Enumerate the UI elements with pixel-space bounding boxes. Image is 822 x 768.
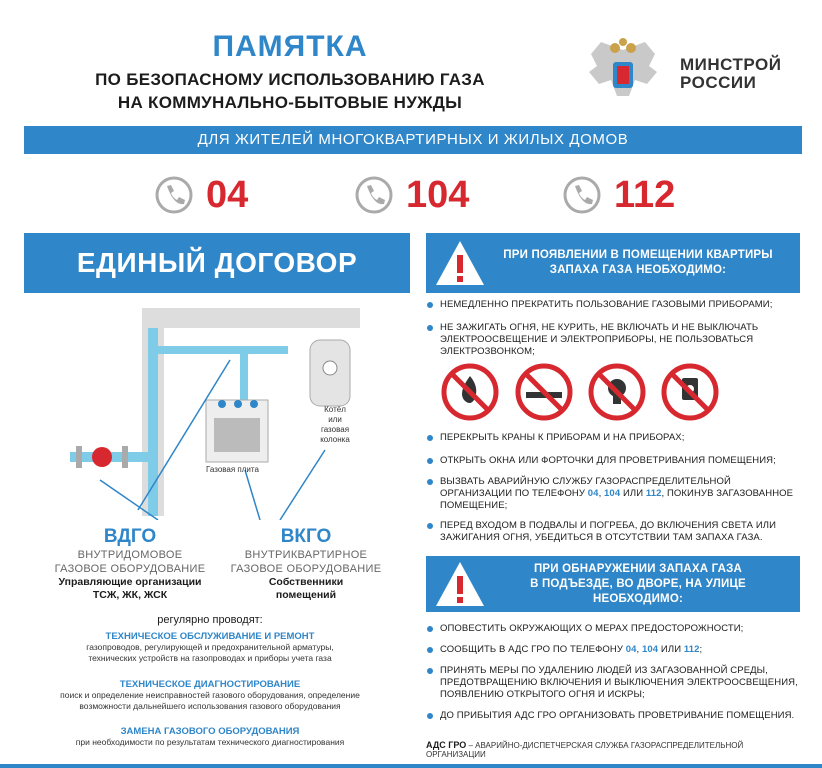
list-item-text: , ПОКИНУВ ЗАГАЗОВАННОЕ ПОМЕЩЕНИЕ; xyxy=(440,488,794,511)
procedure-text-1: при необходимости по результатам технического диагностирования xyxy=(75,737,345,747)
street-heading-3: НЕОБХОДИМО: xyxy=(592,592,684,605)
single-contract-heading: ЕДИНЫЙ ДОГОВОР xyxy=(24,233,410,293)
vdgo-abbr: ВДГО xyxy=(103,526,157,547)
gas-stove-label: Газовая плита xyxy=(206,465,259,474)
phone-icon xyxy=(154,175,194,215)
phone-ref: 104 xyxy=(604,488,621,499)
vkgo-abbr: ВКГО xyxy=(280,526,332,547)
vdgo-line-1: ВНУТРИДОМОВОЕ xyxy=(77,549,183,561)
footnote-abbr: АДС ГРО xyxy=(426,740,467,750)
procedure-text-2: возможности дальнейшего использования газового оборудования xyxy=(79,701,341,711)
procedure-replacement xyxy=(24,726,396,748)
footnote-text: АВАРИЙНО-ДИСПЕТЧЕРСКАЯ СЛУЖБА ГАЗОРАСПРЕДЕЛИТЕЛЬНОЙ ОРГАНИЗАЦИИ xyxy=(426,741,744,759)
list-item-text: ПЕРЕКРЫТЬ КРАНЫ К ПРИБОРАМ И НА ПРИБОРАХ; xyxy=(440,432,685,443)
abbreviation-footnote xyxy=(426,740,802,759)
phone-number: 112 xyxy=(614,174,676,216)
footnote-dash: – xyxy=(466,741,476,750)
no-smoking-icon xyxy=(514,362,574,422)
list-item xyxy=(426,520,802,544)
list-item-text: НЕМЕДЛЕННО ПРЕКРАТИТЬ ПОЛЬЗОВАНИЕ ГАЗОВЫМИ ПРИБОРАМИ; xyxy=(440,299,773,310)
vkgo-owner-1: Собственники xyxy=(268,576,344,588)
regularly-label: регулярно проводят: xyxy=(157,614,263,626)
phone-icon xyxy=(562,175,602,215)
subtitle-line-1: ПО БЕЗОПАСНОМУ ИСПОЛЬЗОВАНИЮ ГАЗА xyxy=(95,70,485,89)
boiler-label-3: газовая xyxy=(320,425,350,434)
procedure-text-1: газопроводов, регулирующей и предохранительной арматуры, xyxy=(86,642,334,652)
list-item xyxy=(426,476,802,512)
vkgo-line-2: ГАЗОВОЕ ОБОРУДОВАНИЕ xyxy=(230,563,382,575)
list-item-text: ОТКРЫТЬ ОКНА ИЛИ ФОРТОЧКИ ДЛЯ ПРОВЕТРИВАНИЯ ПОМЕЩЕНИЯ; xyxy=(440,455,776,466)
list-item xyxy=(426,710,802,722)
street-heading-2: В ПОДЪЕЗДЕ, ВО ДВОРЕ, НА УЛИЦЕ xyxy=(530,577,746,590)
residents-banner: ДЛЯ ЖИТЕЛЕЙ МНОГОКВАРТИРНЫХ И ЖИЛЫХ ДОМОВ xyxy=(24,126,802,154)
boiler-label-1: Котёл xyxy=(324,405,346,414)
street-alert-heading xyxy=(426,556,800,612)
warning-icon xyxy=(434,560,486,608)
boiler-label-2: или xyxy=(328,415,342,424)
list-item xyxy=(426,455,802,467)
vdgo-owner-1: Управляющие организации xyxy=(58,576,202,588)
ministry-name-line-1: МИНСТРОЙ xyxy=(680,55,782,74)
vdgo-line-2: ГАЗОВОЕ ОБОРУДОВАНИЕ xyxy=(54,563,206,575)
phone-ref: 04 xyxy=(625,644,637,655)
boiler-label xyxy=(310,405,360,445)
list-item-text: НЕ ЗАЖИГАТЬ ОГНЯ, НЕ КУРИТЬ, НЕ ВКЛЮЧАТЬ И НЕ ВЫКЛЮЧАТЬ ЭЛЕКТРООСВЕЩЕНИЕ И ЭЛЕКТРОПРИБОРЫ, НЕ ПОЛЬЗОВАТЬСЯ ЭЛЕКТРОЗВОНКОМ; xyxy=(440,322,759,357)
procedure-title: ЗАМЕНА ГАЗОВОГО ОБОРУДОВАНИЯ xyxy=(120,726,300,737)
apartment-alert-heading xyxy=(426,233,800,293)
procedure-title: ТЕХНИЧЕСКОЕ ОБСЛУЖИВАНИЕ И РЕМОНТ xyxy=(105,631,315,642)
street-heading-1: ПРИ ОБНАРУЖЕНИИ ЗАПАХА ГАЗА xyxy=(533,562,743,575)
vdgo-block xyxy=(40,526,220,602)
boiler-label-4: колонка xyxy=(320,435,350,444)
list-item xyxy=(426,322,802,358)
coat-of-arms-icon xyxy=(583,36,663,108)
no-doorbell-icon xyxy=(660,362,720,422)
vkgo-block xyxy=(216,526,396,602)
list-item xyxy=(426,299,802,311)
phone-ref: 04 xyxy=(587,488,599,499)
procedure-text-1: поиск и определение неисправностей газового оборудования, определение xyxy=(60,690,360,700)
list-item-text: СООБЩИТЬ В АДС ГРО ПО ТЕЛЕФОНУ xyxy=(440,644,626,655)
bottom-divider xyxy=(0,764,822,768)
apartment-heading-2: ЗАПАХА ГАЗА НЕОБХОДИМО: xyxy=(549,264,727,276)
list-item-text: , xyxy=(598,488,605,499)
warning-icon xyxy=(434,239,486,287)
list-item-text: ПРИНЯТЬ МЕРЫ ПО УДАЛЕНИЮ ЛЮДЕЙ ИЗ ЗАГАЗОВАННОЙ СРЕДЫ, ПРЕДОТВРАЩЕНИЮ ВКЛЮЧЕНИЯ И ВЫКЛЮЧЕНИЯ ЭЛЕКТРООСВЕЩЕНИЯ, ПОЯВЛЕНИЮ ОТКРЫТОГО ОГНЯ И ИСКРЫ; xyxy=(440,665,798,700)
list-item-text: ОПОВЕСТИТЬ ОКРУЖАЮЩИХ О МЕРАХ ПРЕДОСТОРОЖНОСТИ; xyxy=(440,623,744,634)
no-fire-icon xyxy=(440,362,500,422)
vkgo-owner-2: помещений xyxy=(275,589,337,601)
phone-ref: 112 xyxy=(683,644,700,655)
list-item xyxy=(426,432,802,444)
ministry-name-line-2: РОССИИ xyxy=(680,73,757,92)
subtitle-line-2: НА КОММУНАЛЬНО-БЫТОВЫЕ НУЖДЫ xyxy=(117,93,463,112)
phone-number: 104 xyxy=(406,174,470,216)
list-item-text: ПЕРЕД ВХОДОМ В ПОДВАЛЫ И ПОГРЕБА, ДО ВКЛЮЧЕНИЯ СВЕТА ИЛИ ЗАЖИГАНИЯ ОГНЯ, УБЕДИТЬСЯ В ОТСУТСТВИИ ТАМ ЗАПАХА ГАЗА. xyxy=(440,520,777,543)
list-item xyxy=(426,665,802,701)
list-item-text: , xyxy=(636,644,643,655)
list-item-text: ИЛИ xyxy=(620,488,646,499)
vkgo-line-1: ВНУТРИКВАРТИРНОЕ xyxy=(244,549,368,561)
apartment-heading-1: ПРИ ПОЯВЛЕНИИ В ПОМЕЩЕНИИ КВАРТИРЫ xyxy=(503,249,773,261)
list-item-text: ДО ПРИБЫТИЯ АДС ГРО ОРГАНИЗОВАТЬ ПРОВЕТРИВАНИЕ ПОМЕЩЕНИЯ. xyxy=(440,710,795,721)
procedure-diagnostics xyxy=(24,679,396,712)
page-title: ПАМЯТКА xyxy=(212,30,368,63)
procedure-maintenance xyxy=(24,631,396,664)
vdgo-owner-2: ТСЖ, ЖК, ЖСК xyxy=(92,589,168,601)
street-heading-text xyxy=(488,556,788,612)
phone-number: 04 xyxy=(206,174,249,216)
phone-icon xyxy=(354,175,394,215)
list-item-text: ВЫЗВАТЬ АВАРИЙНУЮ СЛУЖБУ ГАЗОРАСПРЕДЕЛИТЕЛЬНОЙ ОРГАНИЗАЦИИ ПО ТЕЛЕФОНУ xyxy=(440,476,731,499)
procedure-text-2: технических устройств на газопроводах и приборы учета газа xyxy=(88,653,332,663)
procedure-title: ТЕХНИЧЕСКОЕ ДИАГНОСТИРОВАНИЕ xyxy=(119,679,301,690)
phone-ref: 104 xyxy=(642,644,659,655)
list-item-text: ИЛИ xyxy=(658,644,684,655)
phone-ref: 112 xyxy=(645,488,662,499)
list-item xyxy=(426,644,802,656)
list-item xyxy=(426,623,802,635)
no-light-icon xyxy=(587,362,647,422)
apartment-heading-text xyxy=(488,233,788,293)
list-item-text: ; xyxy=(699,644,703,655)
